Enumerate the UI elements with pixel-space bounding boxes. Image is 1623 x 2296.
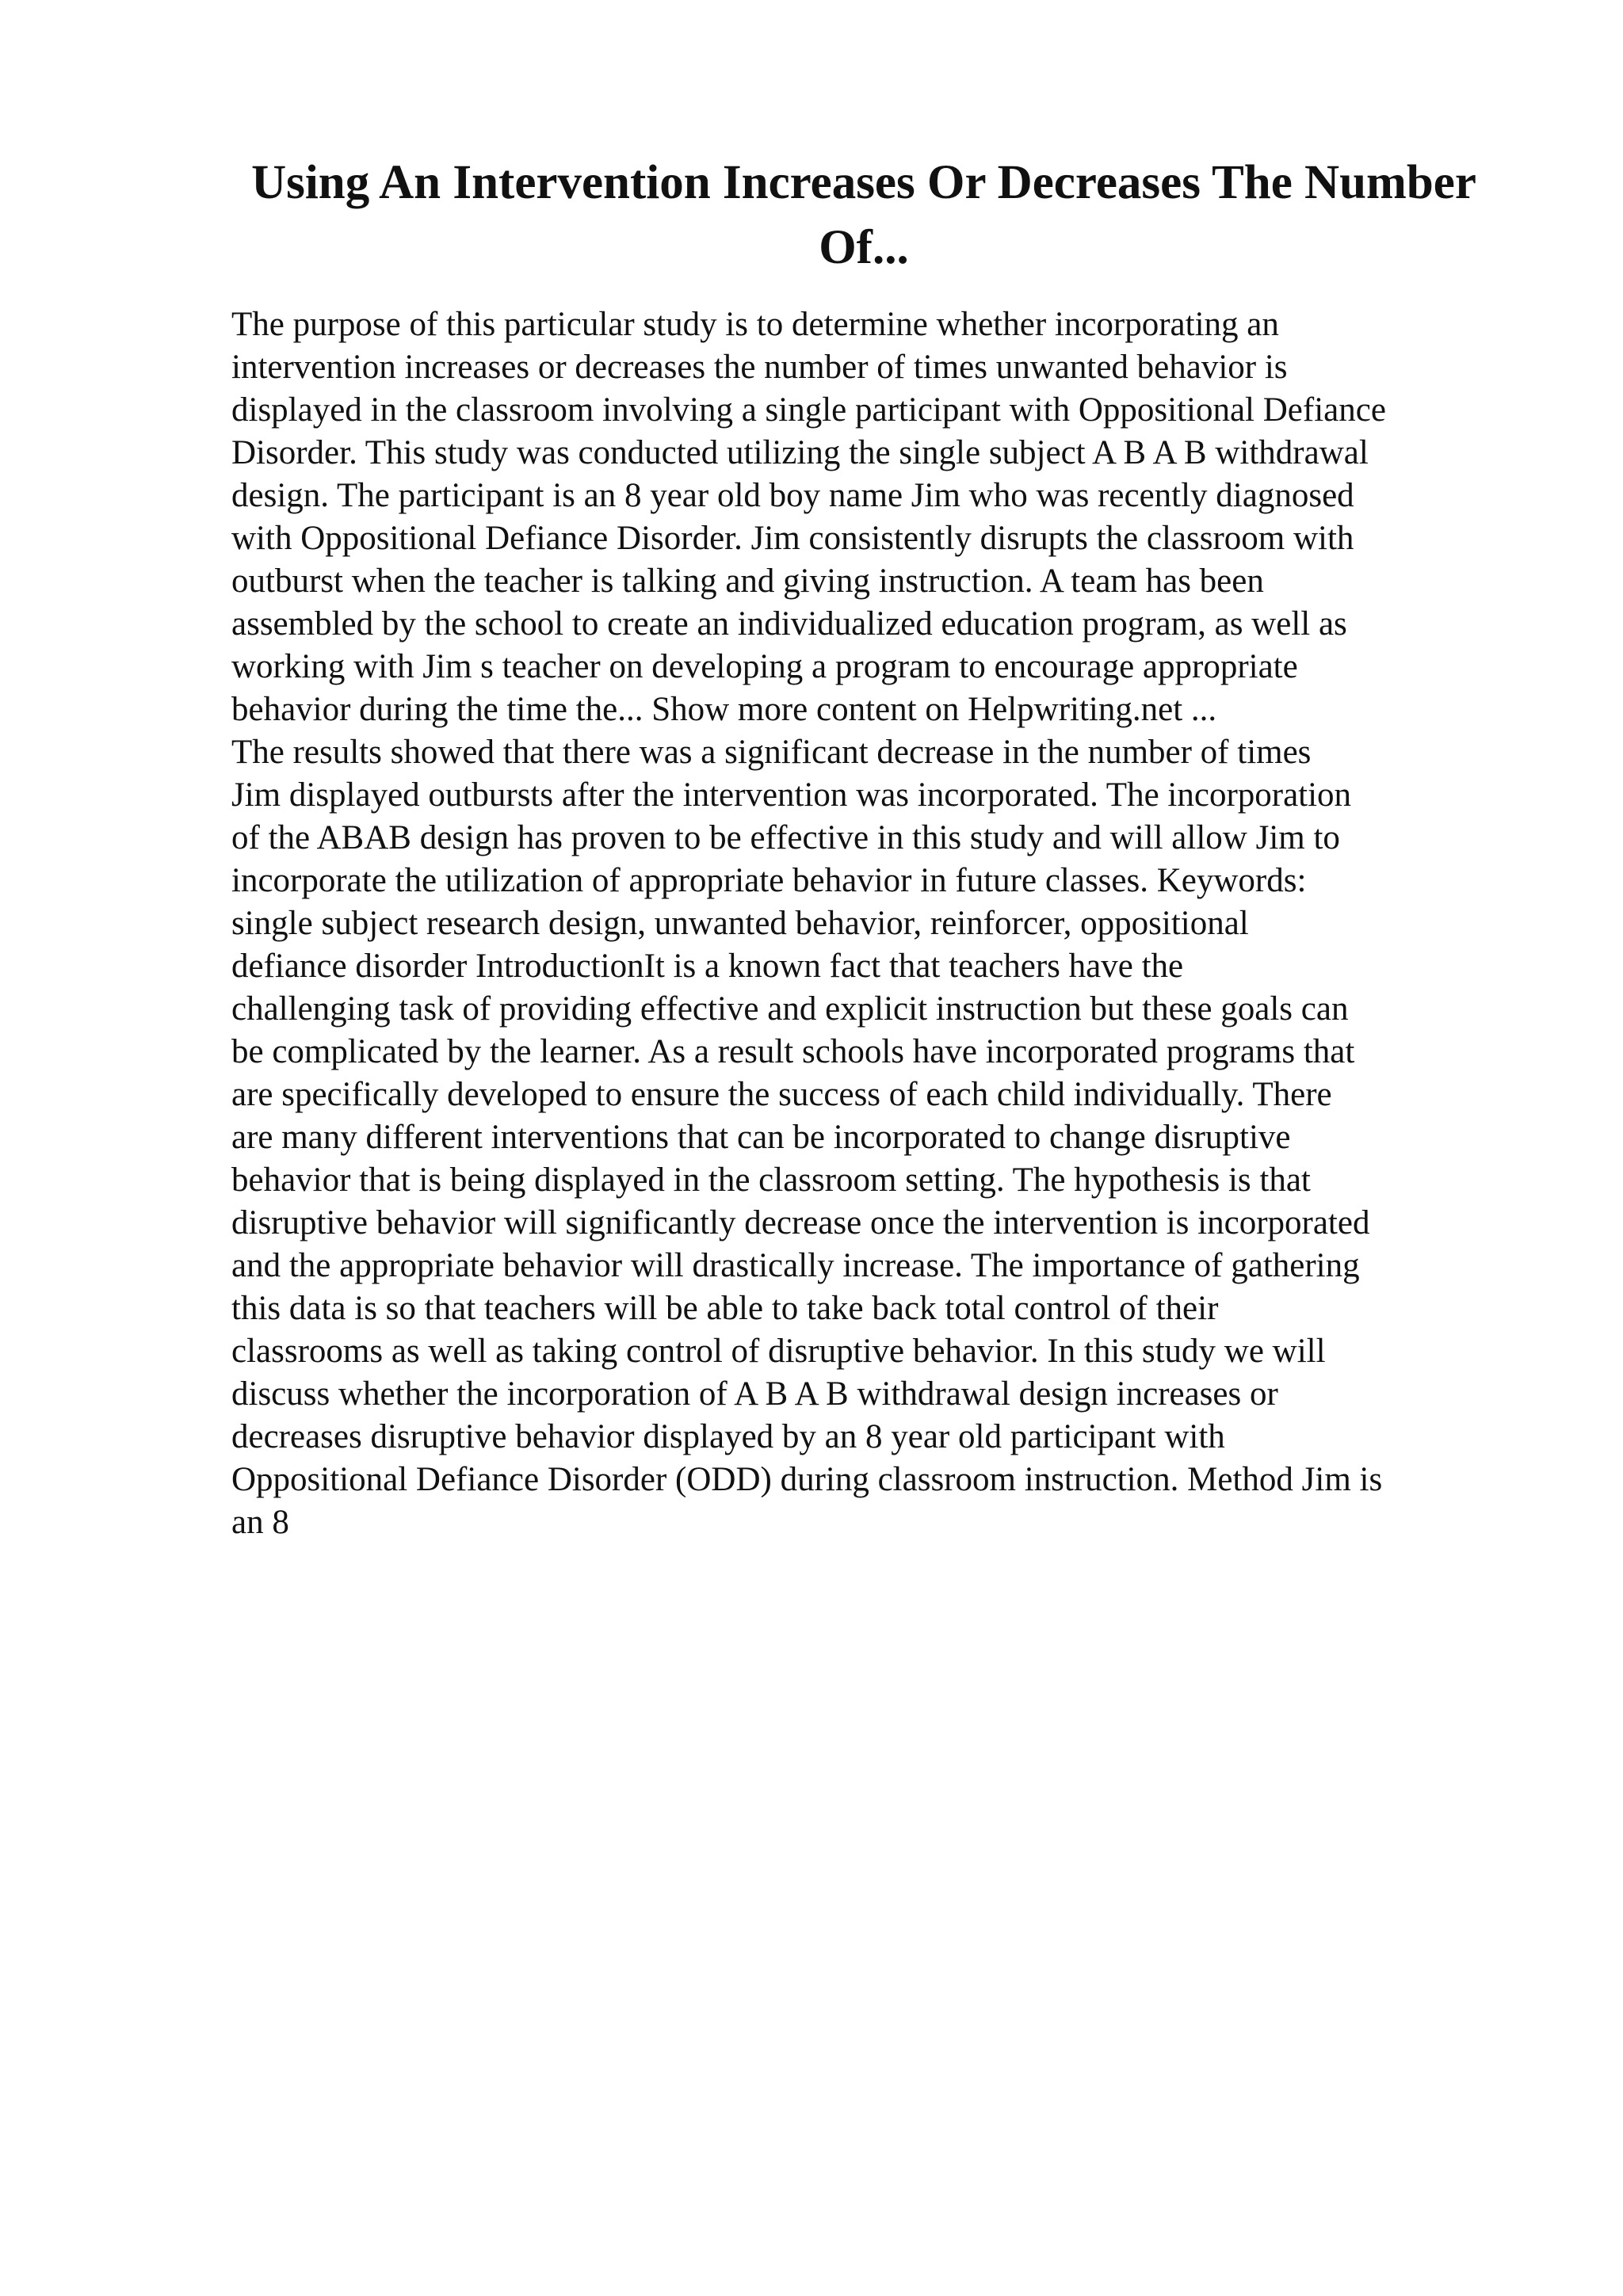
body-line: Oppositional Defiance Disorder (ODD) during classroom instruction. Method Jim is <box>231 1461 1383 1498</box>
body-line: classrooms as well as taking control of disruptive behavior. In this study we will <box>231 1333 1326 1370</box>
body-line: decreases disruptive behavior displayed by an 8 year old participant with <box>231 1418 1225 1455</box>
body-line: displayed in the classroom involving a single participant with Oppositional Defiance <box>231 391 1386 429</box>
body-line: are many different interventions that can be incorporated to change disruptive <box>231 1119 1291 1156</box>
body-line: behavior during the time the... Show more content on Helpwriting.net ... <box>231 691 1217 728</box>
body-line: The results showed that there was a significant decrease in the number of times <box>231 734 1312 771</box>
document-body <box>231 303 1515 1544</box>
body-line: intervention increases or decreases the number of times unwanted behavior is <box>231 349 1288 386</box>
document-title <box>230 151 1498 280</box>
body-line: assembled by the school to create an individualized education program, as well as <box>231 605 1347 643</box>
body-line: design. The participant is an 8 year old boy name Jim who was recently diagnosed <box>231 477 1354 514</box>
body-line: Disorder. This study was conducted utilizing the single subject A B A B withdrawal <box>231 434 1369 471</box>
body-line: and the appropriate behavior will drastically increase. The importance of gathering <box>231 1247 1360 1284</box>
body-line: an 8 <box>231 1504 289 1541</box>
body-line: with Oppositional Defiance Disorder. Jim consistently disrupts the classroom with <box>231 520 1354 557</box>
body-line: incorporate the utilization of appropriate behavior in future classes. Keywords: <box>231 862 1307 899</box>
body-line: working with Jim s teacher on developing a program to encourage appropriate <box>231 648 1298 685</box>
body-line: single subject research design, unwanted behavior, reinforcer, oppositional <box>231 905 1249 942</box>
body-line: outburst when the teacher is talking and giving instruction. A team has been <box>231 563 1264 600</box>
body-line: defiance disorder IntroductionIt is a known fact that teachers have the <box>231 948 1184 985</box>
body-line: Jim displayed outbursts after the intervention was incorporated. The incorporation <box>231 776 1352 814</box>
body-line: be complicated by the learner. As a result schools have incorporated programs that <box>231 1033 1355 1070</box>
body-line: discuss whether the incorporation of A B A B withdrawal design increases or <box>231 1375 1278 1413</box>
body-line: disruptive behavior will significantly decrease once the intervention is incorporated <box>231 1204 1370 1241</box>
body-line: are specifically developed to ensure the success of each child individually. There <box>231 1076 1332 1113</box>
body-line: The purpose of this particular study is to determine whether incorporating an <box>231 306 1279 343</box>
body-line: behavior that is being displayed in the classroom setting. The hypothesis is that <box>231 1161 1311 1199</box>
title-line: Using An Intervention Increases Or Decreases The Number <box>251 156 1476 209</box>
body-line: this data is so that teachers will be able to take back total control of their <box>231 1290 1219 1327</box>
body-line: challenging task of providing effective and explicit instruction but these goals can <box>231 990 1349 1028</box>
title-line: Of... <box>819 221 909 274</box>
body-line: of the ABAB design has proven to be effective in this study and will allow Jim to <box>231 819 1340 856</box>
